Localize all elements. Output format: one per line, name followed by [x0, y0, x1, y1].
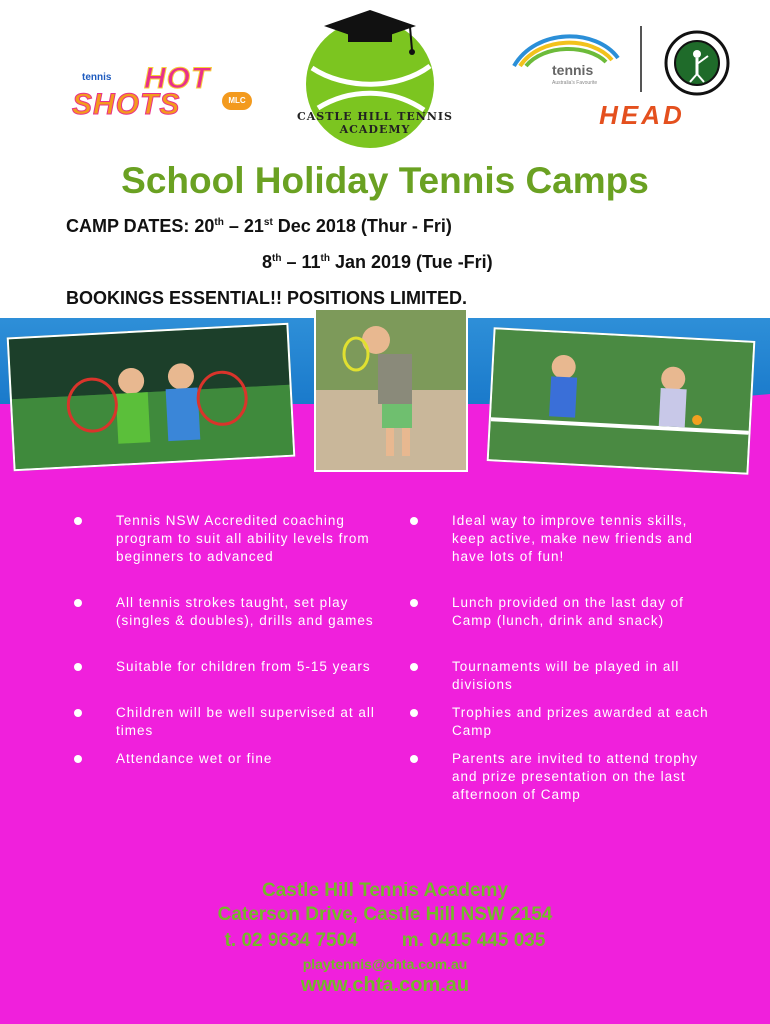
bookings-notice: BOOKINGS ESSENTIAL!! POSITIONS LIMITED. [66, 288, 468, 308]
list-item-text: Lunch provided on the last day of Camp (lunch, drink and snack) [452, 595, 684, 628]
bullet-dot-icon [410, 599, 418, 607]
phone-line [0, 930, 770, 952]
bullet-dot-icon [410, 663, 418, 671]
academy-name: Castle Hill Tennis Academy [261, 880, 509, 901]
academy-logo [270, 10, 480, 160]
bullet-dot-icon [74, 709, 82, 717]
date-1-start: 20 [194, 216, 215, 236]
photo-child-hitting-ball [314, 308, 468, 472]
bullet-dot-icon [74, 517, 82, 525]
list-item-text: Children will be well supervised at all times [116, 705, 375, 738]
list-item-text: Tournaments will be played in all divisions [452, 659, 680, 692]
bullet-dot-icon [410, 709, 418, 717]
list-item-text: Parents are invited to attend trophy and prize presentation on the last afternoon of Camp [452, 751, 699, 802]
list-item-text: All tennis strokes taught, set play (singles & doubles), drills and games [116, 595, 374, 628]
list-item-text: Trophies and prizes awarded at each Camp [452, 705, 709, 738]
email-link[interactable]: playtennis@chta.com.au [302, 956, 468, 972]
page-title: School Holiday Tennis Camps [121, 160, 649, 201]
list-item [452, 750, 717, 804]
list-item [116, 704, 381, 740]
list-item [452, 658, 717, 694]
camp-dates-line-1 [66, 216, 452, 237]
mobile-number: m. 0415 445 035 [401, 930, 546, 951]
bullet-dot-icon [74, 663, 82, 671]
academy-arc-text: CASTLE HILL TENNIS ACADEMY [297, 110, 453, 136]
list-item [116, 658, 381, 676]
photo-two-boys-with-racquets [7, 323, 296, 472]
date-1-rest: Dec 2018 (Thur - Fri) [272, 216, 452, 236]
date-1-start-suffix: th [214, 217, 224, 228]
tennis-australia-sub: Australia's Favourite [552, 80, 598, 86]
date-2-sep: – [281, 252, 302, 272]
list-item-text: Attendance wet or fine [116, 751, 273, 766]
phone-number: t. 02 9634 7504 [224, 930, 358, 951]
club-badge-icon [664, 30, 730, 96]
date-1-sep: – [223, 216, 244, 236]
date-2-start-suffix: th [272, 253, 282, 264]
academy-address: Caterson Drive, Castle Hill NSW 2154 [217, 904, 553, 925]
list-item-text: Tennis NSW Accredited coaching program to suit all ability levels from beginners to advanced [116, 513, 370, 564]
bullet-dot-icon [410, 517, 418, 525]
list-item [116, 512, 381, 566]
photo-two-girls-on-court [487, 327, 756, 475]
date-2-rest: Jan 2019 (Tue -Fri) [329, 252, 493, 272]
date-2-end-suffix: th [320, 253, 330, 264]
camp-dates-line-2 [262, 252, 493, 273]
hot-shots-hot-text: HOT [144, 62, 211, 95]
date-2-end: 11 [301, 252, 321, 272]
logo-divider [640, 26, 642, 92]
hot-shots-shots-text: SHOTS [72, 88, 181, 121]
tennis-ball-graduation-cap-icon [270, 10, 480, 160]
list-item [116, 594, 381, 630]
website-link[interactable]: www.chta.com.au [300, 974, 470, 996]
bullet-dot-icon [74, 599, 82, 607]
camp-dates-label: CAMP DATES: [66, 216, 190, 236]
date-1-end-suffix: st [263, 217, 273, 228]
hot-shots-tennis-text: tennis [82, 72, 112, 83]
features-list [60, 512, 760, 832]
hot-shots-logo [52, 58, 252, 128]
list-item-text: Ideal way to improve tennis skills, keep active, make new friends and have lots of fun! [452, 513, 693, 564]
list-item-text: Suitable for children from 5-15 years [116, 659, 371, 674]
date-2-start: 8 [262, 252, 273, 272]
tennis-australia-logo [506, 28, 626, 98]
list-item [452, 512, 717, 566]
date-1-end: 21 [243, 216, 264, 236]
tennis-australia-name: tennis [552, 62, 594, 78]
list-item [452, 594, 717, 630]
list-item [452, 704, 717, 740]
bullet-dot-icon [410, 755, 418, 763]
bullet-dot-icon [74, 755, 82, 763]
list-item [116, 750, 381, 768]
head-logo: HEAD [599, 100, 685, 130]
hot-shots-mlc-badge: MLC [222, 92, 252, 110]
